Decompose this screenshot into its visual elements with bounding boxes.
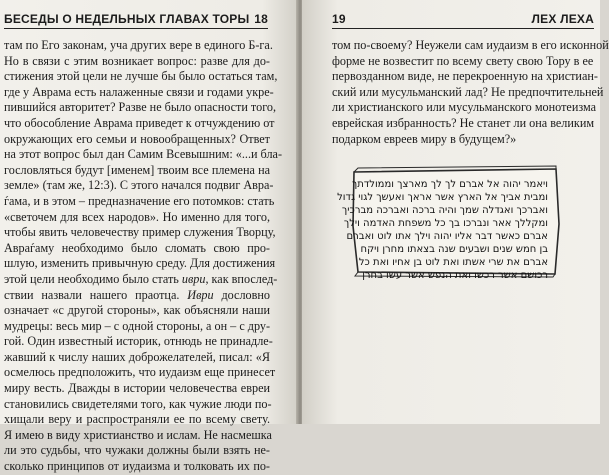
text-line: Я имею в виду христианство и ислам. Не насмешка [4,427,272,442]
text-line: означает «с другой стороны», как объясняли наши [4,303,270,318]
text-line: Авраѓаму необходимо было сломать свою про- [4,240,270,255]
text-line: становились свидетелями того, как чужие люди по- [4,396,272,411]
hebrew-line: רכושם אשר רכשו ואת הנפש אשר עשו בחרן [362,270,548,281]
right-body-text [332,38,609,147]
hebrew-line: ואברכך ואגדלה שמך והיה ברכה ואברכה מברכיך [341,205,548,216]
left-running-header [4,4,268,29]
text-line: на этот вопрос был дан Самим Всевышним: «...и бла- [4,147,283,162]
text-line: ский или мусульманский лад? Не предпочтительней [332,84,604,99]
text-line: ствии назвали нашего праотца. Иври дословно [4,287,270,302]
text-line: земле» (там же, 12:3). С этого начался подвиг Авра- [4,178,274,193]
hebrew-line: ומבית אביך אל הארץ אשר אראך ואעשך לגוי גדול [337,192,548,203]
text-line: ли христианского или мусульманского монотеизма [332,100,597,115]
text-line: где у Аврама есть налаженные связи и годами укре- [4,84,274,99]
hebrew-line: בן חמש שנים ושבעים שנה בצאתו מחרן ויקח [360,244,548,255]
text-line: первозданном виде, не перекроенную на христиан- [332,69,598,84]
text-line: осмелюсь предположить, что иудаизм еще принесет [4,365,276,380]
text-line: сколько принципов от иудаизма и толковать их по- [4,459,270,474]
text-line: там по Его законам, уча других вере в единого Б-га. [4,38,273,52]
text-line: что обособление Аврама приведет к отчуждению от [4,115,275,130]
left-page [0,0,298,474]
text-line: этой цели необходимо было стать иври, как впослед- [4,271,278,286]
text-line: гой. Один известный историк, отнюдь не принадле- [4,334,273,349]
text-line: еврейская избранность? Не станет ли она великим [332,115,595,130]
hebrew-line: ויאמר יהוה אל אברם לך לך מארצך וממולדתך [351,179,548,190]
text-line: хищали веру и распространяли ее по всему свету. [4,412,270,427]
left-body-text [4,38,283,475]
hebrew-line: ומקללך אאר ונברכו בך כל משפחת האדמה וילך [343,218,548,229]
text-line: мудрецы: весь мир – с одной стороны, а он – с дру- [4,318,271,333]
text-line: окружающих его семьи и новообращенных? Ответ [4,131,270,146]
text-line: пившийся авторитет? Разве не было опасности того, [4,100,277,115]
running-title: БЕСЕДЫ О НЕДЕЛЬНЫХ ГЛАВАХ ТОРЫ [4,12,250,26]
text-line: чтобы явить человечеству пример служения Творцу, [4,225,276,240]
text-line: ли это судьбы, что чужаки должны были взять не- [4,443,270,458]
text-line: «светочем для всех народов». Но именно для того, [4,209,270,224]
text-line: стижения этой цели не лучше бы было остаться там, [4,69,278,84]
text-line: Но в связи с этим возникает вопрос: разве для до- [4,53,270,68]
text-line: шлую, изменить привычную среду. Для достижения [4,256,276,271]
text-line: форме не возвестит по всему свету свою Тору в ее [332,53,594,68]
text-line: том по-своему? Неужели сам иудаизм в его исконной [332,38,609,52]
torah-scroll-illustration [337,166,562,281]
running-title: ЛЕХ ЛЕХА [531,12,594,26]
hebrew-line: אברם את שרי אשתו ואת לוט בן אחיו ואת כל [358,257,548,268]
bleed-through-text [332,152,594,166]
text-line: миру весть. Дважды в истории человечества евреи [4,381,270,396]
text-line: подарком евреев миру в будущем?» [332,131,517,146]
hebrew-line: אברם כאשר דבר אליו יהוה וילך אתו לוט ואברם [346,231,548,242]
right-page [302,0,609,424]
page-number: 18 [254,12,268,26]
right-running-header [332,4,594,29]
text-line: гословляться будут [именем] твоим все племена на [4,162,270,177]
page-number: 19 [332,12,346,26]
hebrew-scroll-text [337,178,548,282]
text-line: ѓама, и в этом – предназначение его потомков: стать [4,193,275,208]
text-line: жавший к числу наших доброжелателей, писал: «Я [4,349,270,364]
